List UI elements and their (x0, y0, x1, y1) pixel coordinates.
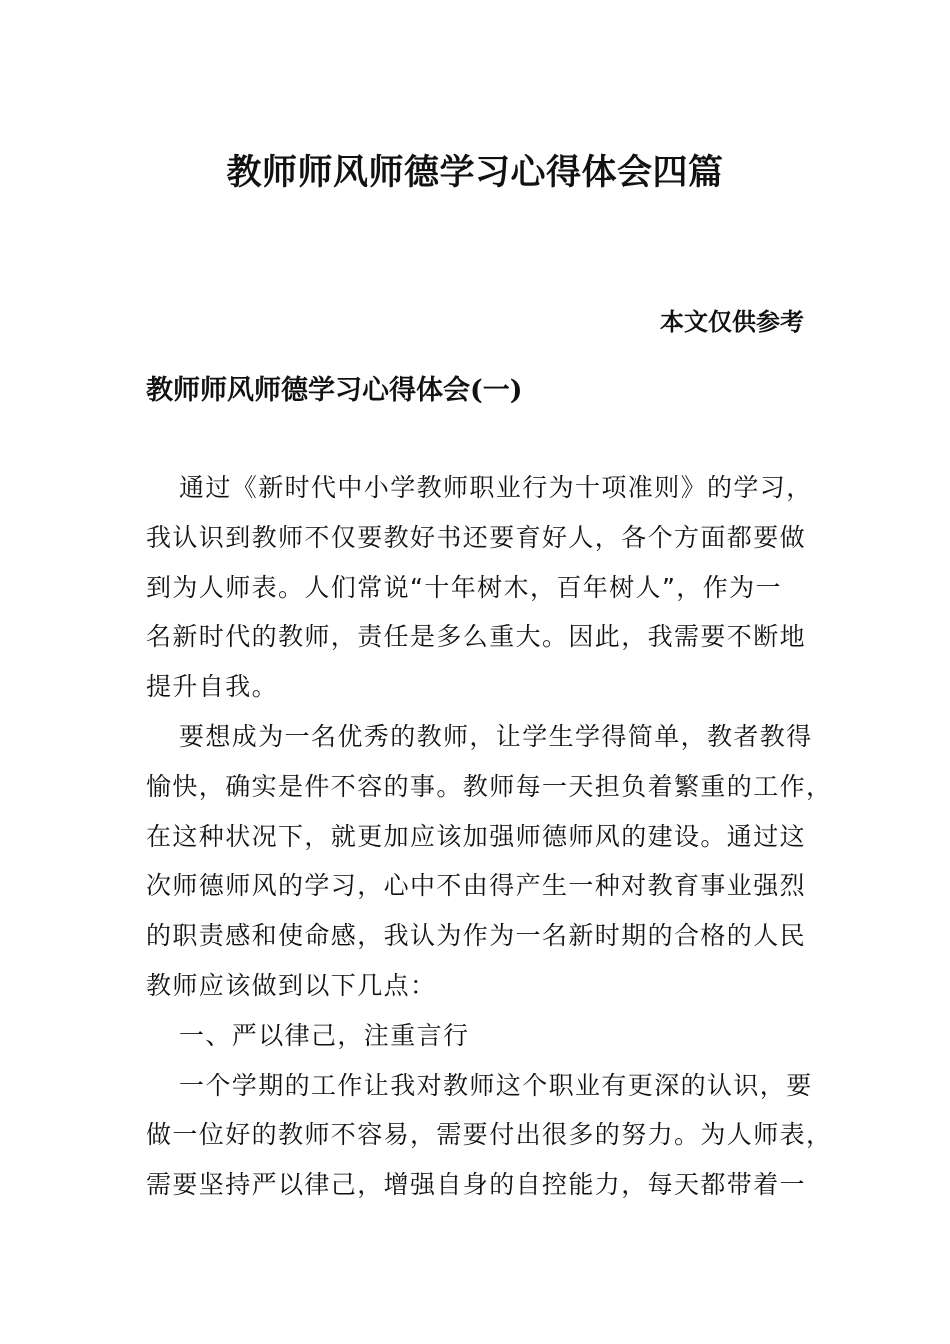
paragraph-line: 在这种状况下，就更加应该加强师德师风的建设。通过这 (146, 821, 807, 851)
paragraph-line: 的职责感和使命感，我认为作为一名新时期的合格的人民 (146, 921, 807, 951)
paragraph-line: 通过《新时代中小学教师职业行为十项准则》的学习， (179, 473, 813, 502)
paragraph-line: 教师应该做到以下几点： (146, 970, 437, 1000)
paragraph-line: 到为人师表。人们常说“十年树木，百年树人”，作为一 (146, 572, 782, 602)
paragraph-line: 愉快，确实是件不容的事。教师每一天担负着繁重的工作， (146, 771, 833, 801)
body-text (146, 463, 833, 1210)
paragraph-line: 一个学期的工作让我对教师这个职业有更深的认识，要 (179, 1070, 813, 1100)
reference-note: 本文仅供参考 (660, 307, 804, 336)
paragraph-line: 做一位好的教师不容易，需要付出很多的努力。为人师表， (146, 1120, 833, 1150)
document-title: 教师师风师德学习心得体会四篇 (226, 152, 724, 193)
section-heading: 教师师风师德学习心得体会(一) (146, 375, 523, 406)
paragraph-line: 要想成为一名优秀的教师，让学生学得简单，教者教得 (179, 721, 813, 751)
paragraph-line: 需要坚持严以律己，增强自身的自控能力，每天都带着一 (146, 1170, 807, 1200)
subheading-line: 一、严以律己，注重言行 (179, 1020, 470, 1050)
paragraph-line: 次师德师风的学习，心中不由得产生一种对教育事业强烈 (146, 871, 807, 901)
paragraph-line: 我认识到教师不仅要教好书还要育好人，各个方面都要做 (146, 522, 807, 552)
paragraph-line: 提升自我。 (146, 672, 279, 702)
paragraph-line: 名新时代的教师，责任是多么重大。因此，我需要不断地 (146, 622, 807, 652)
